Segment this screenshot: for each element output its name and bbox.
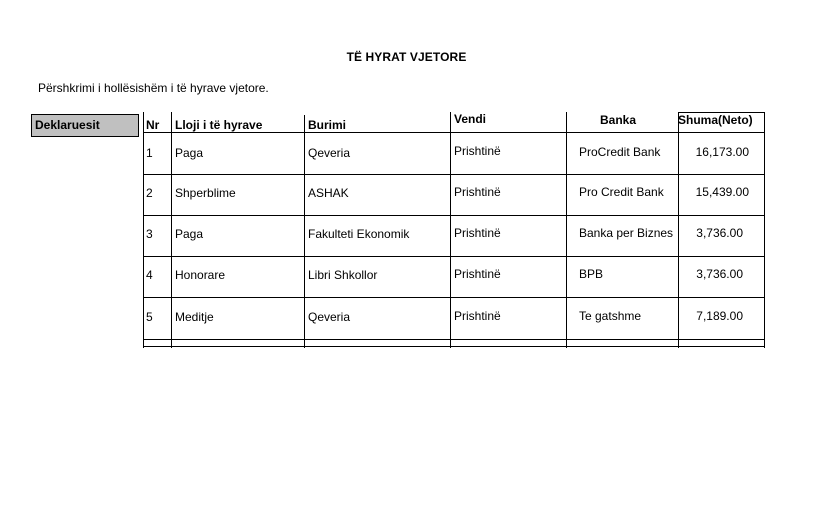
table-cell-place: Prishtinë xyxy=(454,267,501,281)
grid-line xyxy=(566,112,567,348)
table-cell-amount: 3,736.00 xyxy=(696,267,743,281)
grid-line xyxy=(304,115,305,348)
table-cell-amount: 3,736.00 xyxy=(696,226,743,240)
table-cell-amount: 16,173.00 xyxy=(695,145,749,159)
header-bank: Banka xyxy=(600,113,637,127)
table-cell-bank: Pro Credit Bank xyxy=(579,185,664,199)
grid-line xyxy=(143,256,765,257)
table-cell-source: Fakulteti Ekonomik xyxy=(308,227,410,241)
table-cell-place: Prishtinë xyxy=(454,185,501,199)
grid-line xyxy=(764,112,765,348)
header-source: Burimi xyxy=(308,118,347,132)
grid-line xyxy=(143,339,765,340)
grid-line xyxy=(450,112,451,348)
header-place: Vendi xyxy=(454,112,487,126)
table-cell-type: Paga xyxy=(175,227,204,241)
table-cell-bank: Banka per Biznes xyxy=(579,226,674,240)
table-cell-nr: 3 xyxy=(146,227,153,241)
table-cell-bank: Te gatshme xyxy=(579,309,642,323)
grid-line xyxy=(171,112,172,348)
page-subtitle: Përshkrimi i hollësishëm i të hyrave vjetore. xyxy=(38,81,269,95)
table-cell-bank: BPB xyxy=(579,267,604,281)
table-cell-place: Prishtinë xyxy=(454,226,501,240)
grid-line xyxy=(143,132,765,133)
grid-line xyxy=(143,297,765,298)
table-cell-place: Prishtinë xyxy=(454,144,501,158)
grid-line xyxy=(143,346,765,347)
table-cell-nr: 5 xyxy=(146,310,153,324)
table-cell-type: Honorare xyxy=(175,268,226,282)
grid-line xyxy=(143,215,765,216)
table-cell-type: Meditje xyxy=(175,310,214,324)
table-cell-place: Prishtinë xyxy=(454,309,501,323)
grid-line xyxy=(143,174,765,175)
header-type: Lloji i të hyrave xyxy=(175,118,263,132)
table-cell-amount: 15,439.00 xyxy=(695,185,749,199)
table-cell-amount: 7,189.00 xyxy=(696,309,743,323)
table-cell-source: Libri Shkollor xyxy=(308,268,378,282)
table-cell-nr: 4 xyxy=(146,268,153,282)
table-cell-nr: 1 xyxy=(146,146,153,160)
table-cell-type: Paga xyxy=(175,146,204,160)
table-cell-source: Qeveria xyxy=(308,310,351,324)
table-cell-source: Qeveria xyxy=(308,146,351,160)
page-title: TË HYRAT VJETORE xyxy=(346,50,467,64)
declarer-label: Deklaruesit xyxy=(31,114,139,137)
table-cell-source: ASHAK xyxy=(308,186,349,200)
grid-line xyxy=(143,112,144,348)
header-nr: Nr xyxy=(146,118,160,132)
header-amount: Shuma(Neto) xyxy=(678,113,753,127)
table-cell-type: Shperblime xyxy=(175,186,236,200)
table-cell-nr: 2 xyxy=(146,186,153,200)
table-cell-bank: ProCredit Bank xyxy=(579,145,661,159)
